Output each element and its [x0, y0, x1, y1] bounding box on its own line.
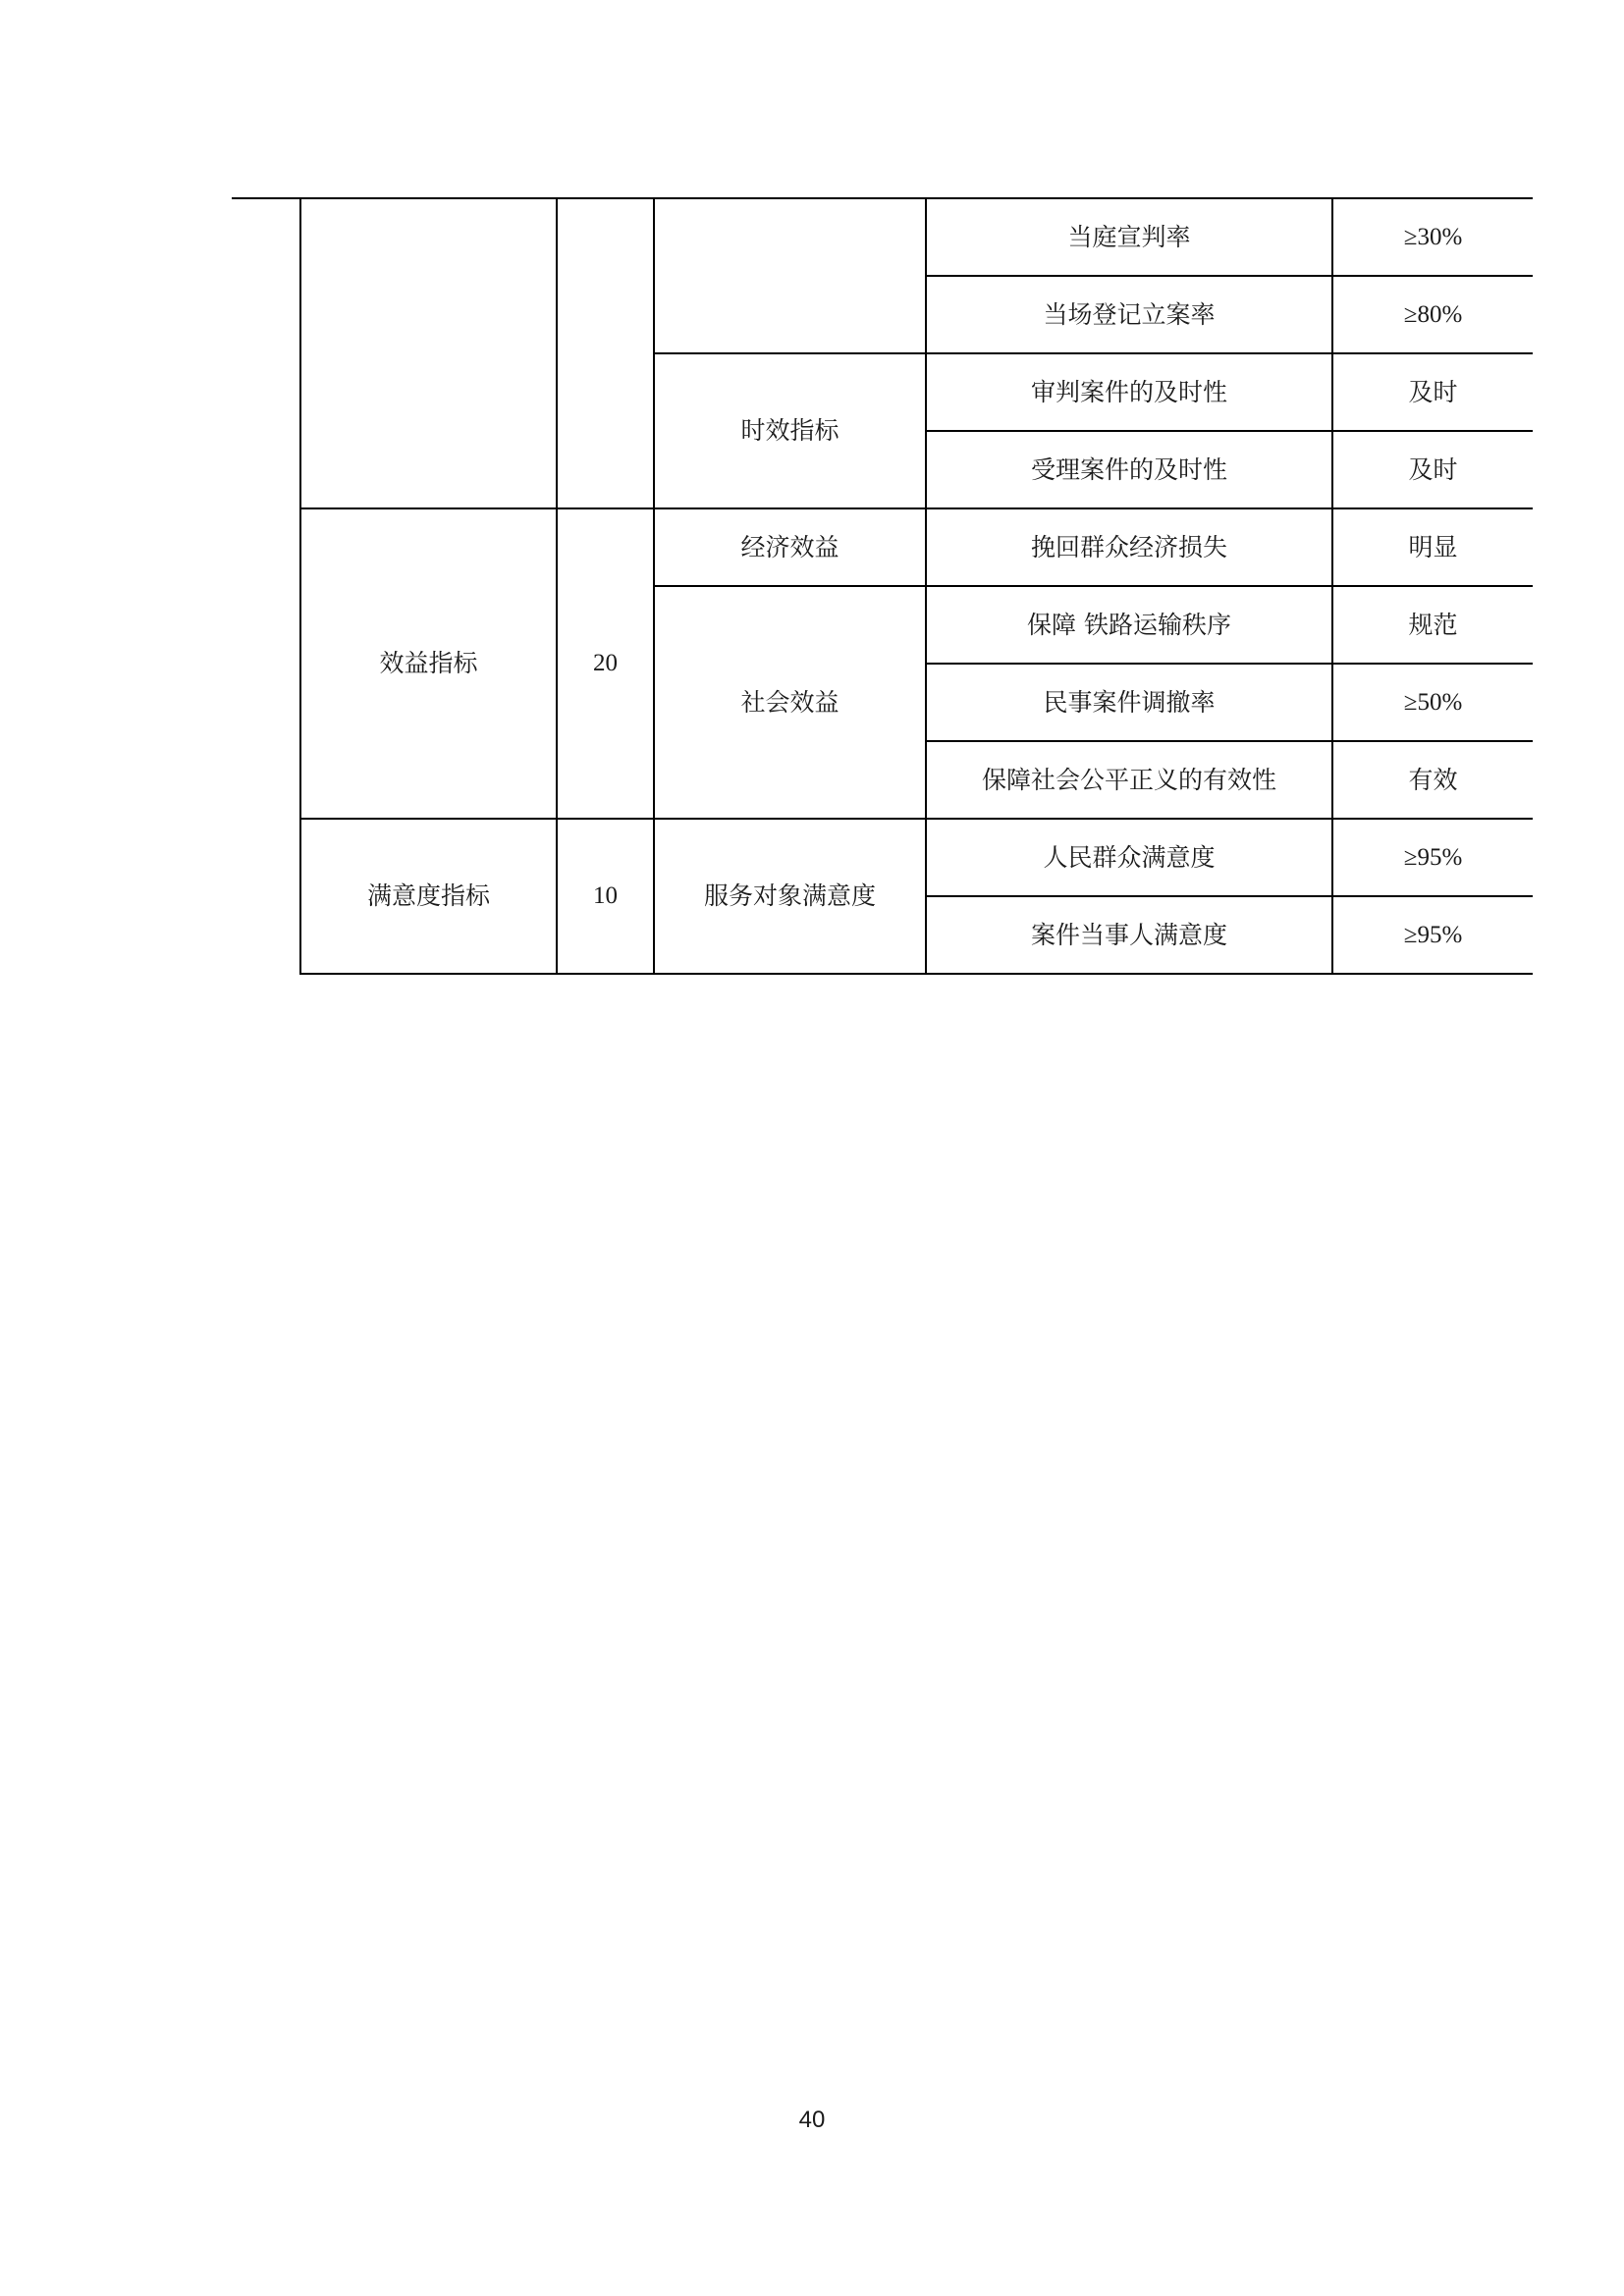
- primary-indicator-cell: 满意度指标: [300, 819, 557, 974]
- primary-indicator-cell: [300, 198, 557, 508]
- page-number: 40: [798, 2107, 826, 2133]
- indicator-cell: 受理案件的及时性: [926, 431, 1332, 508]
- outer-category-cell: [232, 198, 300, 974]
- indicator-cell: 保障 铁路运输秩序: [926, 586, 1332, 664]
- target-value-cell: 规范: [1332, 586, 1533, 664]
- target-value-cell: 有效: [1332, 741, 1533, 819]
- table-row: [232, 508, 1533, 586]
- target-value-cell: 明显: [1332, 508, 1533, 586]
- target-value-cell: ≥30%: [1332, 198, 1533, 276]
- indicator-cell: 保障社会公平正义的有效性: [926, 741, 1332, 819]
- target-value-cell: ≥95%: [1332, 819, 1533, 896]
- indicator-cell: 民事案件调撤率: [926, 664, 1332, 741]
- table-row: [232, 819, 1533, 896]
- secondary-indicator-cell: [654, 198, 926, 353]
- target-value-cell: ≥80%: [1332, 276, 1533, 353]
- secondary-indicator-cell: 社会效益: [654, 586, 926, 819]
- target-value-cell: 及时: [1332, 431, 1533, 508]
- indicator-cell: 当庭宣判率: [926, 198, 1332, 276]
- table-row: [232, 198, 1533, 276]
- performance-indicator-table: [232, 197, 1533, 975]
- indicator-cell: 审判案件的及时性: [926, 353, 1332, 431]
- target-value-cell: 及时: [1332, 353, 1533, 431]
- secondary-indicator-cell: 时效指标: [654, 353, 926, 508]
- score-cell: [557, 198, 654, 508]
- indicator-cell: 挽回群众经济损失: [926, 508, 1332, 586]
- secondary-indicator-cell: 经济效益: [654, 508, 926, 586]
- target-value-cell: ≥95%: [1332, 896, 1533, 974]
- secondary-indicator-cell: 服务对象满意度: [654, 819, 926, 974]
- indicator-cell: 当场登记立案率: [926, 276, 1332, 353]
- target-value-cell: ≥50%: [1332, 664, 1533, 741]
- score-cell: 10: [557, 819, 654, 974]
- indicator-cell: 人民群众满意度: [926, 819, 1332, 896]
- score-cell: 20: [557, 508, 654, 819]
- primary-indicator-cell: 效益指标: [300, 508, 557, 819]
- indicator-cell: 案件当事人满意度: [926, 896, 1332, 974]
